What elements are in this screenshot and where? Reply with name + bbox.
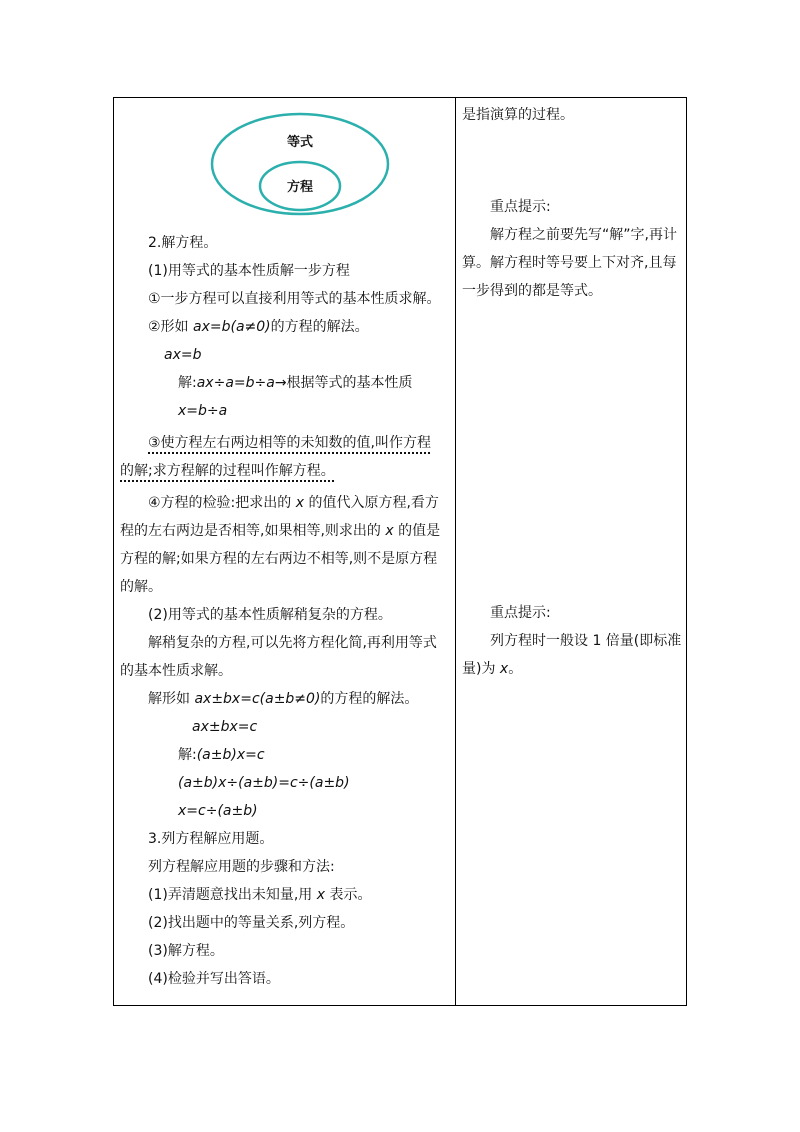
text-suffix: →根据等式的基本性质 [274,375,413,391]
text-part: 的值是 [393,523,441,539]
section-2-2-form [148,690,418,708]
text-suffix: 的方程的解法。 [320,691,419,707]
tip-1-line1: 解方程之前要先写“解”字,再计 [490,227,677,243]
variable-x: x [295,495,305,511]
section-3-step-2: (2)找出题中的等量关系,列方程。 [148,915,355,931]
math-expression: (a±b)x=c [196,747,265,763]
equation-set-diagram [210,112,390,217]
equation-4: ax±bx=c [192,719,258,735]
tip-2-title: 重点提示: [490,605,551,621]
equation-5 [178,746,265,764]
section-3-step-4: (4)检验并写出答语。 [148,971,280,987]
tip-2-line2 [462,660,522,678]
tip-1-title: 重点提示: [490,199,551,215]
equation-2 [178,374,413,392]
section-2-1-b [148,318,369,336]
content-table [113,97,687,1006]
variable-x: x [316,887,326,903]
text-prefix: ②形如 [148,319,194,335]
section-2-2-line2: 的基本性质求解。 [120,663,232,679]
text-part: 的值代入原方程,看方 [304,495,439,511]
section-3-step-1 [148,886,371,904]
right-top-line: 是指演算的过程。 [462,107,574,123]
section-2-1-c-line2: 的解;求方程解的过程叫作解方程。 [120,463,335,479]
section-3-step-3: (3)解方程。 [148,943,224,959]
section-2-2-line1: 解稍复杂的方程,可以先将方程化简,再利用等式 [148,635,437,651]
section-2-title: 2.解方程。 [148,235,218,251]
equation-6: (a±b)x÷(a±b)=c÷(a±b) [178,775,350,791]
text-prefix: 解形如 [148,691,195,707]
outer-ellipse [212,114,388,214]
equation-3: x=b÷a [178,403,228,419]
tip-1-line2: 算。解方程时等号要上下对齐,且每 [462,255,677,271]
variable-x: x [385,523,394,539]
text-prefix: 解: [178,375,197,391]
section-3-title: 3.列方程解应用题。 [148,831,274,847]
tip-1-line3: 一步得到的都是等式。 [462,283,602,299]
text-suffix: 的方程的解法。 [270,319,369,335]
section-3-intro: 列方程解应用题的步骤和方法: [148,859,335,875]
math-expression: ax=b(a≠0) [193,319,271,335]
right-column [456,98,687,1005]
section-2-1-d-line2 [120,522,440,540]
section-2-1-d-line4: 的解。 [120,579,162,595]
text-part: 表示。 [325,887,372,903]
section-2-1-c-line1: ③使方程左右两边相等的未知数的值,叫作方程 [148,435,431,451]
inner-label: 方程 [286,180,314,195]
variable-x: x [499,661,509,677]
left-column [114,98,455,1005]
equation-1: ax=b [164,347,202,363]
text-part: 量)为 [462,661,500,677]
section-2-2-title: (2)用等式的基本性质解稍复杂的方程。 [148,607,392,623]
section-2-1-d-line1 [148,494,439,512]
section-2-1-d-line3: 方程的解;如果方程的左右两边不相等,则不是原方程 [120,551,438,567]
math-expression: ax±bx=c(a±b≠0) [194,691,321,707]
equation-7: x=c÷(a±b) [178,803,258,819]
outer-label: 等式 [286,135,314,150]
tip-2-line1: 列方程时一般设 1 倍量(即标准 [490,633,682,649]
section-2-1-title: (1)用等式的基本性质解一步方程 [148,263,350,279]
section-2-1-a: ①一步方程可以直接利用等式的基本性质求解。 [148,291,441,307]
text-part: 程的左右两边是否相等,如果相等,则求出的 [120,523,386,539]
text-part: (1)弄清题意找出未知量,用 [148,887,317,903]
text-part: ④方程的检验:把求出的 [148,495,296,511]
math-expression: ax÷a=b÷a [196,375,275,391]
text-part: 。 [508,661,523,677]
text-prefix: 解: [178,747,197,763]
